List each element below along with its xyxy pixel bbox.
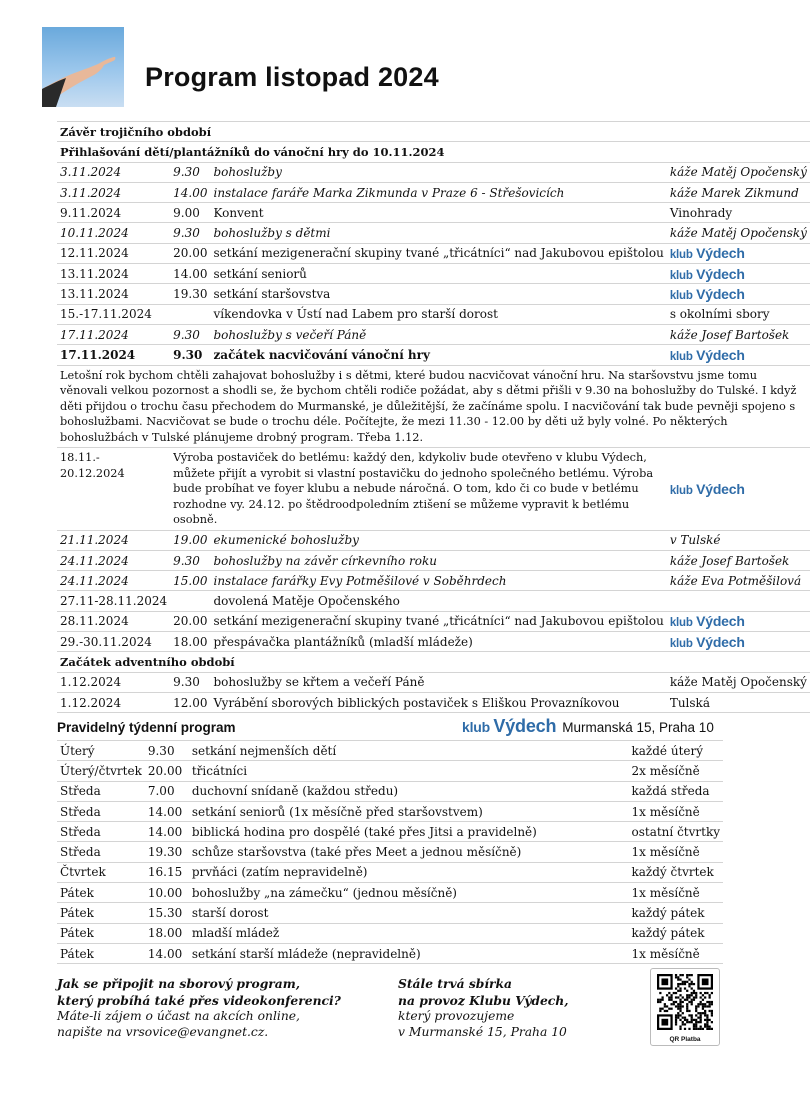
event-date: 9.11.2024 xyxy=(57,203,170,223)
event-time xyxy=(170,304,210,324)
weekly-frequency: každá středa xyxy=(629,781,724,801)
event-description: bohoslužby s dětmi xyxy=(210,223,666,243)
weekly-row xyxy=(57,943,723,963)
weekly-frequency: 1x měsíčně xyxy=(629,801,724,821)
weekly-time: 19.30 xyxy=(145,842,189,862)
event-date: 24.11.2024 xyxy=(57,550,170,570)
weekly-table xyxy=(57,740,723,964)
online-info-line2: který probíhá také přes videokonferenci? xyxy=(57,992,341,1008)
weekly-row xyxy=(57,903,723,923)
weekly-row xyxy=(57,761,723,781)
event-description: dovolená Matěje Opočenského xyxy=(210,591,666,611)
event-description: setkání seniorů xyxy=(210,264,666,284)
weekly-row xyxy=(57,741,723,761)
event-row xyxy=(57,203,810,223)
event-row xyxy=(57,284,810,304)
event-time: 9.30 xyxy=(170,162,210,182)
event-date: 18.11.- 20.12.2024 xyxy=(57,448,170,531)
klub-address: Murmanská 15, Praha 10 xyxy=(562,720,714,735)
event-date: 13.11.2024 xyxy=(57,264,170,284)
event-time: 20.00 xyxy=(170,243,210,263)
event-description: setkání staršovstva xyxy=(210,284,666,304)
event-time: 18.00 xyxy=(170,632,210,652)
event-row xyxy=(57,243,810,263)
klub-vydech-logo: klub Výdech xyxy=(669,613,745,630)
event-row xyxy=(57,264,810,284)
event-time: 14.00 xyxy=(170,264,210,284)
weekly-frequency: každý pátek xyxy=(629,923,724,943)
weekly-description: prvňáci (zatím nepravidelně) xyxy=(189,862,629,882)
weekly-row xyxy=(57,801,723,821)
event-place: káže Josef Bartošek xyxy=(667,324,810,344)
event-time: 9.30 xyxy=(170,345,210,365)
event-place: káže Matěj Opočenský xyxy=(667,672,810,692)
event-place xyxy=(667,448,810,531)
event-description: začátek nacvičování vánoční hry xyxy=(210,345,666,365)
event-description: bohoslužby s večeří Páně xyxy=(210,324,666,344)
event-time: 9.30 xyxy=(170,550,210,570)
weekly-day: Pátek xyxy=(57,943,145,963)
weekly-time: 14.00 xyxy=(145,801,189,821)
weekly-description: schůze staršovstva (také přes Meet a jednou měsíčně) xyxy=(189,842,629,862)
donation-line3: který provozujeme xyxy=(398,1009,515,1023)
qr-payment-code[interactable] xyxy=(650,968,720,1046)
weekly-day: Středa xyxy=(57,781,145,801)
weekly-day: Středa xyxy=(57,842,145,862)
period-header-text: Závěr trojičního období xyxy=(57,122,810,142)
klub-vydech-logo: klub Výdech xyxy=(669,346,745,363)
weekly-time: 7.00 xyxy=(145,781,189,801)
event-place xyxy=(667,243,810,263)
weekly-row xyxy=(57,862,723,882)
donation-line2: na provoz Klubu Výdech, xyxy=(398,992,569,1008)
event-place xyxy=(667,284,810,304)
event-row xyxy=(57,550,810,570)
event-description: Vyrábění sborových biblických postaviček s Eliškou Provazníkovou xyxy=(210,692,666,712)
event-description: bohoslužby na závěr církevního roku xyxy=(210,550,666,570)
weekly-description: biblická hodina pro dospělé (také přes Jitsi a pravidelně) xyxy=(189,822,629,842)
event-place xyxy=(667,264,810,284)
event-place: káže Matěj Opočenský xyxy=(667,162,810,182)
event-row xyxy=(57,162,810,182)
weekly-time: 14.00 xyxy=(145,822,189,842)
donation-info xyxy=(398,976,569,1040)
weekly-day: Čtvrtek xyxy=(57,862,145,882)
online-info-line3: Máte-li zájem o účast na akcích online, xyxy=(57,1009,300,1023)
weekly-frequency: každý pátek xyxy=(629,903,724,923)
event-date: 29.-30.11.2024 xyxy=(57,632,170,652)
weekly-location xyxy=(462,716,714,737)
event-row xyxy=(57,324,810,344)
event-date: 24.11.2024 xyxy=(57,571,170,591)
weekly-day: Středa xyxy=(57,822,145,842)
weekly-day: Pátek xyxy=(57,923,145,943)
weekly-day: Úterý xyxy=(57,741,145,761)
weekly-row xyxy=(57,923,723,943)
event-date: 27.11-28.11.2024 xyxy=(57,591,170,611)
event-date: 17.11.2024 xyxy=(57,324,170,344)
klub-vydech-logo: klub Výdech xyxy=(669,286,745,303)
event-time: 9.00 xyxy=(170,203,210,223)
event-date: 3.11.2024 xyxy=(57,182,170,202)
event-description: Výroba postaviček do betlému: každý den, kdykoliv bude otevřeno v klubu Výdech, můžete přijít a vyrobit si vlastní postavičku do jednoho společného betlému. Výroba bude probíhat ve foyer klubu a nebude náročná. O tom, kdo či co bude v betlému rozhodne vy. 24.12. po štědroodpoledním ztišení se můžeme vypravit k betlému osobně. xyxy=(170,448,667,531)
event-date: 1.12.2024 xyxy=(57,672,170,692)
klub-vydech-logo: klub Výdech xyxy=(669,480,745,497)
event-date: 12.11.2024 xyxy=(57,243,170,263)
weekly-day: Středa xyxy=(57,801,145,821)
period-header xyxy=(57,652,810,672)
event-description: víkendovka v Ústí nad Labem pro starší dorost xyxy=(210,304,666,324)
event-place: káže Matěj Opočenský xyxy=(667,223,810,243)
event-place: Tulská xyxy=(667,692,810,712)
event-description: bohoslužby se křtem a večeří Páně xyxy=(210,672,666,692)
events-table xyxy=(57,121,810,713)
event-place: káže Josef Bartošek xyxy=(667,550,810,570)
donation-line1: Stále trvá sbírka xyxy=(398,976,513,991)
period-header-text: Začátek adventního období xyxy=(57,652,810,672)
event-row xyxy=(57,591,810,611)
event-description: instalace farářky Evy Potměšilové v Soběhrdech xyxy=(210,571,666,591)
weekly-row xyxy=(57,883,723,903)
period-header xyxy=(57,142,810,162)
event-row xyxy=(57,448,810,531)
event-date: 17.11.2024 xyxy=(57,345,170,365)
event-time: 12.00 xyxy=(170,692,210,712)
weekly-description: bohoslužby „na zámečku“ (jednou měsíčně) xyxy=(189,883,629,903)
event-row xyxy=(57,530,810,550)
event-description: přespávačka plantážníků (mladší mládeže) xyxy=(210,632,666,652)
weekly-frequency: 2x měsíčně xyxy=(629,761,724,781)
event-time: 9.30 xyxy=(170,672,210,692)
event-date: 1.12.2024 xyxy=(57,692,170,712)
event-date: 3.11.2024 xyxy=(57,162,170,182)
online-info-line1: Jak se připojit na sborový program, xyxy=(57,976,301,991)
weekly-time: 9.30 xyxy=(145,741,189,761)
weekly-time: 20.00 xyxy=(145,761,189,781)
qr-code-icon xyxy=(657,974,713,1030)
event-description: setkání mezigenerační skupiny tvané „třicátníci“ nad Jakubovou epištolou xyxy=(210,243,666,263)
pointing-hand-photo xyxy=(42,27,124,107)
event-time: 19.00 xyxy=(170,530,210,550)
event-date: 21.11.2024 xyxy=(57,530,170,550)
weekly-frequency: 1x měsíčně xyxy=(629,883,724,903)
online-info-line4: napište na vrsovice@evangnet.cz. xyxy=(57,1024,269,1039)
event-row xyxy=(57,223,810,243)
event-time: 9.30 xyxy=(170,324,210,344)
event-time xyxy=(170,591,210,611)
event-row xyxy=(57,182,810,202)
weekly-description: třicátníci xyxy=(189,761,629,781)
weekly-row xyxy=(57,822,723,842)
event-date: 13.11.2024 xyxy=(57,284,170,304)
weekly-frequency: každé úterý xyxy=(629,741,724,761)
weekly-time: 10.00 xyxy=(145,883,189,903)
page-title: Program listopad 2024 xyxy=(145,62,439,92)
weekly-time: 15.30 xyxy=(145,903,189,923)
weekly-day: Pátek xyxy=(57,903,145,923)
event-time: 19.30 xyxy=(170,284,210,304)
event-row xyxy=(57,632,810,652)
event-description: Konvent xyxy=(210,203,666,223)
event-place: káže Marek Zikmund xyxy=(667,182,810,202)
weekly-time: 18.00 xyxy=(145,923,189,943)
weekly-frequency: každý čtvrtek xyxy=(629,862,724,882)
event-place xyxy=(667,591,810,611)
event-time: 20.00 xyxy=(170,611,210,631)
klub-vydech-logo: klub Výdech xyxy=(669,245,745,262)
donation-line4: v Murmanské 15, Praha 10 xyxy=(398,1024,567,1039)
weekly-description: duchovní snídaně (každou středu) xyxy=(189,781,629,801)
event-date: 10.11.2024 xyxy=(57,223,170,243)
weekly-time: 16.15 xyxy=(145,862,189,882)
event-time: 9.30 xyxy=(170,223,210,243)
weekly-heading: Pravidelný týdenní program xyxy=(57,720,236,735)
event-date: 15.-17.11.2024 xyxy=(57,304,170,324)
weekly-description: setkání seniorů (1x měsíčně před staršovstvem) xyxy=(189,801,629,821)
note-paragraph: Letošní rok bychom chtěli zahajovat bohoslužby i s dětmi, které budou nacvičovat vánoční hru. Na staršovstvu jsme tomu věnovali velkou pozornost a shodli se, že bychom chtěli rodiče požádat, aby s dětmi přišli v 9.30 na bohoslužby do Tulské. I když děti přijdou o trochu času přechodem do Murmanské, je důležitější, že začínáme spolu. I nacvičování tak bude pevněji spojeno s bohoslužbami. Nacvičovat se bude o trochu déle. Počítejte, že mezi 11.30 - 12.00 by děti už byly volné. Po některých bohoslužbách v Tulské plánujeme drobný program. Třeba 1.12. xyxy=(57,365,810,448)
weekly-row xyxy=(57,781,723,801)
note-paragraph-row xyxy=(57,365,810,448)
event-description: setkání mezigenerační skupiny tvané „třicátníci“ nad Jakubovou epištolou xyxy=(210,611,666,631)
weekly-description: mladší mládež xyxy=(189,923,629,943)
online-info xyxy=(57,976,341,1040)
event-time: 15.00 xyxy=(170,571,210,591)
event-row xyxy=(57,692,810,712)
event-place xyxy=(667,345,810,365)
event-description: ekumenické bohoslužby xyxy=(210,530,666,550)
weekly-day: Pátek xyxy=(57,883,145,903)
weekly-frequency: 1x měsíčně xyxy=(629,842,724,862)
weekly-frequency: 1x měsíčně xyxy=(629,943,724,963)
klub-vydech-logo: klub Výdech xyxy=(669,633,745,650)
event-row xyxy=(57,571,810,591)
weekly-day: Úterý/čtvrtek xyxy=(57,761,145,781)
weekly-description: starší dorost xyxy=(189,903,629,923)
event-description: bohoslužby xyxy=(210,162,666,182)
event-time: 14.00 xyxy=(170,182,210,202)
event-row xyxy=(57,611,810,631)
event-place: káže Eva Potměšilová xyxy=(667,571,810,591)
event-place: v Tulské xyxy=(667,530,810,550)
event-row xyxy=(57,672,810,692)
event-place: Vinohrady xyxy=(667,203,810,223)
weekly-row xyxy=(57,842,723,862)
event-description: instalace faráře Marka Zikmunda v Praze 6 - Střešovicích xyxy=(210,182,666,202)
weekly-frequency: ostatní čtvrtky xyxy=(629,822,724,842)
period-header xyxy=(57,122,810,142)
event-date: 28.11.2024 xyxy=(57,611,170,631)
event-row xyxy=(57,304,810,324)
weekly-description: setkání nejmenších dětí xyxy=(189,741,629,761)
event-row xyxy=(57,345,810,365)
event-place xyxy=(667,611,810,631)
event-place: s okolními sbory xyxy=(667,304,810,324)
event-place xyxy=(667,632,810,652)
period-header-text: Přihlašování dětí/plantážníků do vánoční hry do 10.11.2024 xyxy=(57,142,810,162)
klub-vydech-logo: klub Výdech xyxy=(462,716,557,736)
weekly-time: 14.00 xyxy=(145,943,189,963)
weekly-description: setkání starší mládeže (nepravidelně) xyxy=(189,943,629,963)
klub-vydech-logo: klub Výdech xyxy=(669,265,745,282)
qr-label: QR Platba xyxy=(669,1036,701,1043)
